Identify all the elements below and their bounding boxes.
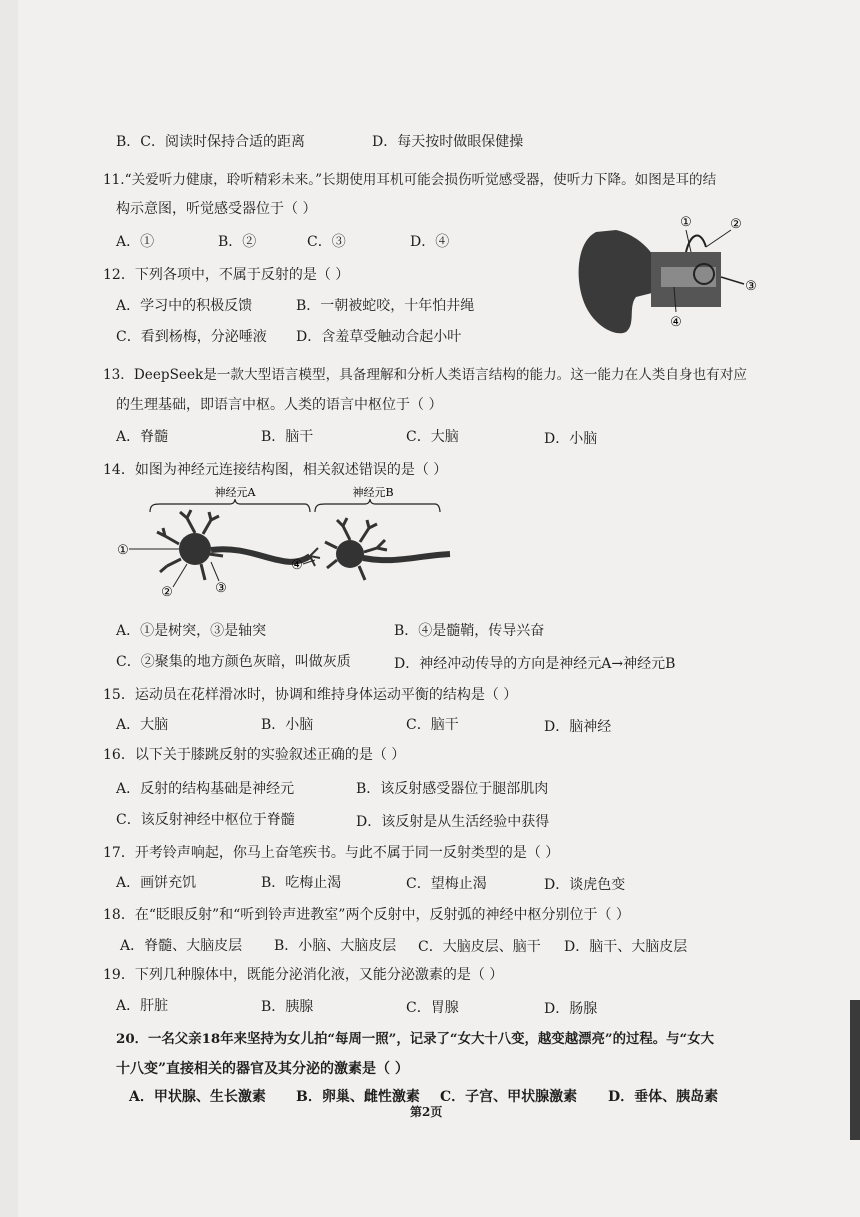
q14-option-c: C．②聚集的地方颜色灰暗，叫做灰质: [116, 654, 351, 670]
q15-stem: 15．运动员在花样滑冰时，协调和维持身体运动平衡的结构是（ ）: [103, 687, 518, 703]
q13-stem-line2: 的生理基础，即语言中枢。人类的语言中枢位于（ ）: [116, 397, 443, 413]
neuron-b-body: [325, 518, 450, 580]
q20-stem-line2: 十八变”直接相关的器官及其分泌的激素是（ ）: [116, 1061, 409, 1077]
q16-option-c: C．该反射神经中枢位于脊髓: [116, 812, 295, 828]
q18-stem: 18．在“眨眼反射”和“听到铃声进教室”两个反射中，反射弧的神经中枢分别位于（ ）: [103, 907, 630, 923]
q19-option-d: D．肠腺: [544, 1001, 598, 1017]
q17-option-d: D．谈虎色变: [544, 877, 626, 893]
q19-option-c: C．胃腺: [406, 1000, 459, 1016]
neuron-label-3: ③: [215, 581, 227, 596]
q13-option-d: D．小脑: [544, 431, 598, 447]
q15-option-c: C．脑干: [406, 717, 459, 733]
q11-stem-line2: 构示意图，听觉感受器位于（ ）: [116, 201, 317, 217]
q11-option-a: A．①: [116, 234, 155, 250]
q19-stem: 19．下列几种腺体中，既能分泌消化液，又能分泌激素的是（ ）: [103, 967, 504, 983]
q11-option-b: B．②: [218, 234, 257, 250]
q10-option-b: B．C．阅读时保持合适的距离: [116, 134, 305, 150]
q13-option-a: A．脊髓: [116, 429, 169, 445]
ear-label-4: ④: [670, 315, 682, 330]
q15-option-a: A．大脑: [116, 717, 169, 733]
ear-label-3: ③: [745, 279, 757, 294]
q19-option-a: A．肝脏: [116, 998, 169, 1014]
q18-option-b: B．小脑、大脑皮层: [274, 938, 397, 954]
q11-stem-line1: 11.“关爱听力健康，聆听精彩未来。”长期使用耳机可能会损伤听觉感受器，使听力下降。如图是耳的结: [103, 172, 717, 188]
q20-option-d: D．垂体、胰岛素: [608, 1089, 719, 1105]
neuron-label-2: ②: [161, 585, 173, 599]
q11-option-d: D．④: [410, 234, 450, 250]
q16-stem: 16．以下关于膝跳反射的实验叙述正确的是（ ）: [103, 747, 406, 763]
q20-option-a: A．甲状腺、生长激素: [129, 1089, 266, 1105]
neuron-a-label: 神经元A: [214, 486, 256, 499]
ear-structure-figure: [566, 212, 776, 342]
q18-option-c: C．大脑皮层、脑干: [418, 939, 541, 955]
q15-option-d: D．脑神经: [544, 719, 612, 735]
ear-label-1: ①: [680, 215, 692, 230]
q12-stem: 12．下列各项中，不属于反射的是（ ）: [103, 267, 350, 283]
neuron-label-1: ①: [117, 543, 129, 558]
q19-option-b: B．胰腺: [261, 999, 314, 1015]
q13-stem-line1: 13．DeepSeek是一款大型语言模型，具备理解和分析人类语言结构的能力。这一能力在人类自身也有对应: [103, 367, 747, 383]
q17-option-a: A．画饼充饥: [116, 875, 197, 891]
q16-option-a: A．反射的结构基础是神经元: [116, 781, 295, 797]
q20-option-b: B．卵巢、雌性激素: [296, 1089, 420, 1105]
q13-option-b: B．脑干: [261, 429, 314, 445]
q20-option-c: C．子宫、甲状腺激素: [440, 1089, 578, 1105]
q18-option-d: D．脑干、大脑皮层: [564, 939, 688, 955]
q17-option-b: B．吃梅止渴: [261, 875, 342, 891]
scan-edge-right: [850, 1000, 860, 1140]
q11-option-c: C．③: [307, 234, 346, 250]
q13-option-c: C．大脑: [406, 429, 459, 445]
q12-option-c: C．看到杨梅，分泌唾液: [116, 329, 267, 345]
outer-ear-shape: [579, 230, 661, 333]
q12-option-a: A．学习中的积极反馈: [116, 298, 253, 314]
scan-edge: [0, 0, 18, 1217]
q14-option-b: B．④是髓鞘，传导兴奋: [394, 623, 545, 639]
q12-option-b: B．一朝被蛇咬，十年怕井绳: [296, 298, 475, 314]
q20-stem-line1: 20．一名父亲18年来坚持为女儿拍“每周一照”，记录了“女大十八变，越变越漂亮”的过程。与“女大: [116, 1031, 715, 1047]
neuron-label-4: ④: [291, 558, 303, 573]
q10-option-d: D．每天按时做眼保健操: [372, 134, 524, 150]
q16-option-d: D．该反射是从生活经验中获得: [356, 814, 550, 830]
q12-option-d: D．含羞草受触动合起小叶: [296, 329, 462, 345]
q15-option-b: B．小脑: [261, 717, 314, 733]
q14-stem: 14．如图为神经元连接结构图，相关叙述错误的是（ ）: [103, 462, 448, 478]
neuron-b-label: 神经元B: [352, 486, 394, 499]
q14-option-d: D．神经冲动传导的方向是神经元A→神经元B: [394, 656, 676, 672]
q14-option-a: A．①是树突，③是轴突: [116, 623, 267, 639]
q18-option-a: A．脊髓、大脑皮层: [120, 938, 243, 954]
ear-label-2: ②: [730, 217, 742, 232]
q17-stem: 17．开考铃声响起，你马上奋笔疾书。与此不属于同一反射类型的是（ ）: [103, 845, 560, 861]
neuron-connection-figure: [115, 484, 460, 599]
q17-option-c: C．望梅止渴: [406, 876, 487, 892]
page-number: 第2页: [410, 1105, 443, 1119]
q16-option-b: B．该反射感受器位于腿部肌肉: [356, 781, 549, 797]
